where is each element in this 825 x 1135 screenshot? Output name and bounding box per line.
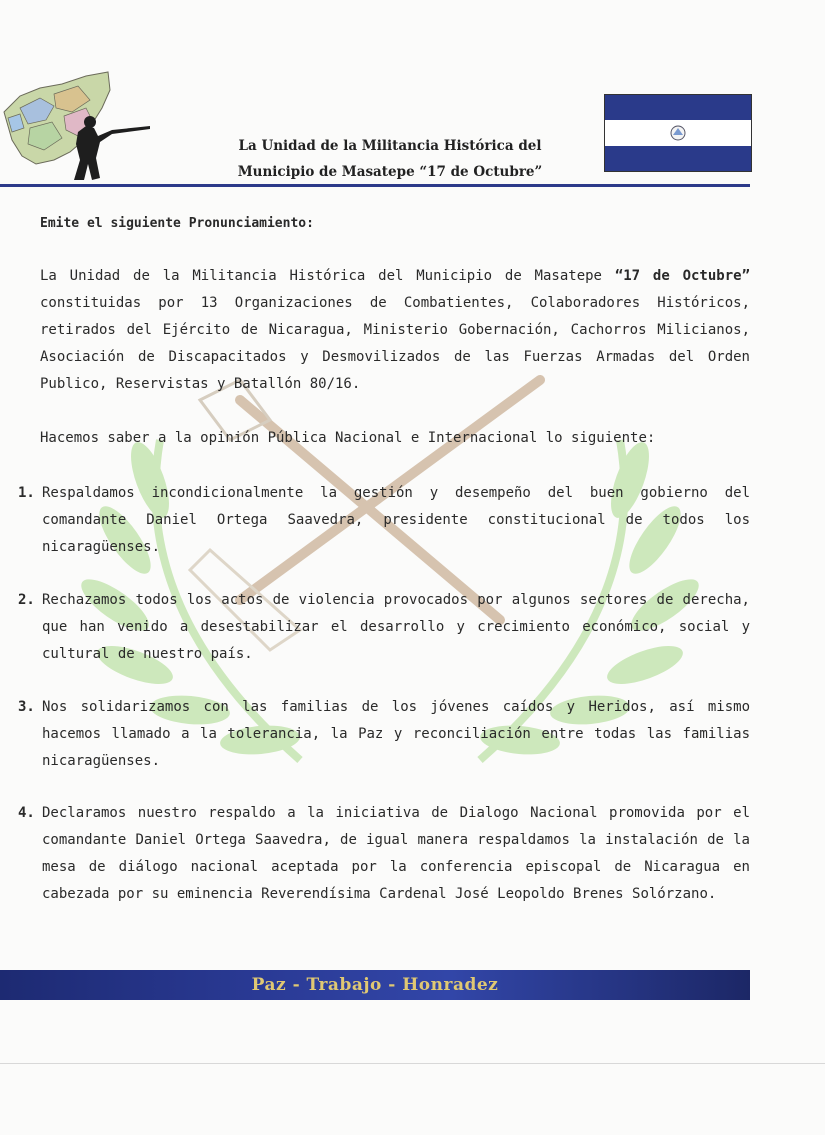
intro-paragraph-part2: constituidas por 13 Organizaciones de Combatientes, Colaboradores Históricos, retirados del Ejército de Nicaragua, Ministerio Gobernación, Cachorros Milicianos, Asociación de Discapacitados y Desmovilizados de las Fuerzas Armadas del Orden Publico, Reservistas y Batallón 80/16.	[40, 295, 750, 392]
list-item-number: 3.	[18, 699, 35, 715]
intro-paragraph-bold: “17 de Octubre”	[614, 268, 751, 284]
nicaragua-map-soldier-icon	[0, 68, 160, 186]
statement-paragraph: Hacemos saber a la opinión Pública Nacional e Internacional lo siguiente:	[40, 430, 656, 446]
header-title	[170, 133, 610, 185]
list-item	[18, 800, 750, 908]
header-title-line2: Municipio de Masatepe “17 de Octubre”	[237, 164, 543, 180]
intro-paragraph-part1: La Unidad de la Militancia Histórica del Municipio de Masatepe	[40, 268, 615, 284]
list-item-text: Respaldamos incondicionalmente la gestión y desempeño del buen gobierno del comandante Daniel Ortega Saavedra, presidente constitucional de todos los nicaragüenses.	[42, 485, 750, 555]
footer-motto: Paz - Trabajo - Honradez	[251, 975, 499, 995]
header-rule	[0, 184, 750, 187]
header-title-line1: La Unidad de la Militancia Histórica del	[238, 138, 542, 154]
list-item-text: Declaramos nuestro respaldo a la iniciativa de Dialogo Nacional promovida por el comandante Daniel Ortega Saavedra, de igual manera respaldamos la instalación de la mesa de diálogo nacional aceptada por la conferencia episcopal de Nicaragua en cabezada por su eminencia Reverendísima Cardenal José Leopoldo Brenes Solórzano.	[42, 805, 750, 902]
intro-paragraph	[40, 263, 750, 398]
list-item	[18, 694, 750, 775]
list-item-number: 4.	[18, 805, 35, 821]
page-edge-line	[0, 1063, 825, 1064]
list-item	[18, 587, 750, 668]
intro-label: Emite el siguiente Pronunciamiento:	[40, 216, 314, 231]
list-item-text: Rechazamos todos los actos de violencia provocados por algunos sectores de derecha, que han venido a desestabilizar el desarrollo y crecimiento económico, social y cultural de nuestro país.	[42, 592, 750, 662]
list-item-number: 2.	[18, 592, 35, 608]
list-item-text: Nos solidarizamos con las familias de los jóvenes caídos y Heridos, así mismo hacemos llamado a la tolerancia, la Paz y reconciliación entre todas las familias nicaragüenses.	[42, 699, 750, 769]
nicaragua-flag-icon	[604, 94, 752, 172]
list-item	[18, 480, 750, 561]
list-item-number: 1.	[18, 485, 35, 501]
